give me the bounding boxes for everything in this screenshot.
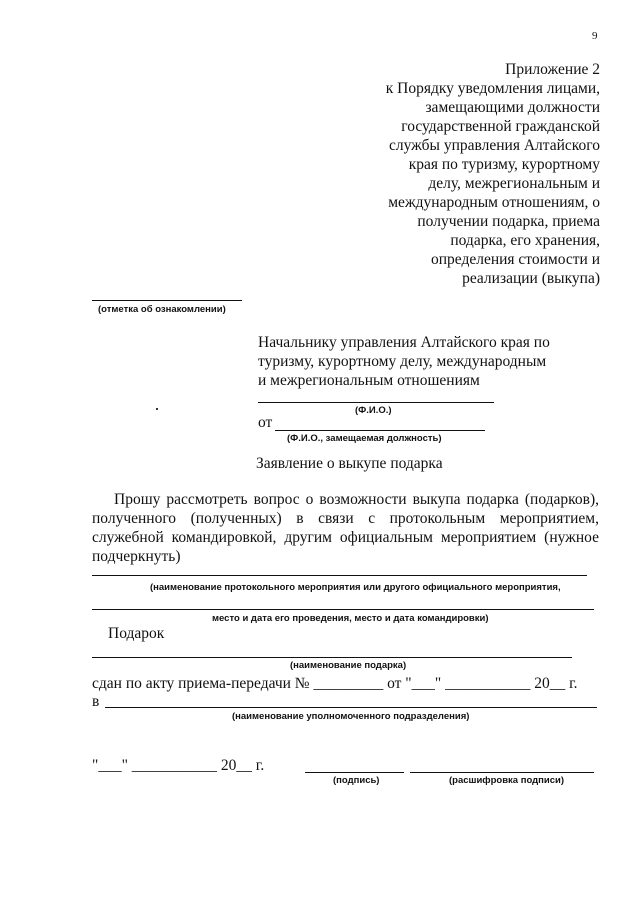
appendix-line: реализации (выкупа) <box>462 270 600 287</box>
appendix-line: края по туризму, курортному <box>408 156 600 173</box>
appendix-line: международным отношениям, о <box>388 194 600 211</box>
appendix-line: Приложение 2 <box>505 61 600 78</box>
addressee-line: Начальнику управления Алтайского края по <box>258 334 550 351</box>
acknowledgement-line <box>92 300 242 301</box>
dot-mark <box>156 408 158 410</box>
appendix-line: замещающими должности <box>425 99 600 116</box>
page-number: 9 <box>592 30 598 42</box>
event-line-1 <box>92 575 587 576</box>
transfer-text: сдан по акту приема-передачи № _________ от "___" ___________ 20__ г. <box>92 675 578 692</box>
addressee-line: и межрегиональным отношениям <box>258 372 480 389</box>
request-text: Прошу рассмотреть вопрос о возможности выкупа подарка (подарков), полученного (полученных) в связи с протокольным мероприятием, служебной командировкой, другим официальным мероприятием (нужное подчеркнуть) <box>92 491 599 565</box>
event-caption-2: место и дата его проведения, место и дата командировки) <box>212 613 489 624</box>
appendix-line: службы управления Алтайского <box>389 137 600 154</box>
unit-line <box>105 707 597 708</box>
appendix-header <box>360 60 600 288</box>
addressee-block <box>258 333 550 390</box>
appendix-line: подарка, его хранения, <box>450 232 600 249</box>
appendix-line: определения стоимости и <box>430 251 600 268</box>
signature-caption: (подпись) <box>333 775 380 786</box>
from-caption: (Ф.И.О., замещаемая должность) <box>287 433 442 444</box>
acknowledgement-caption: (отметка об ознакомлении) <box>98 304 226 315</box>
fio-line <box>258 402 494 403</box>
gift-caption: (наименование подарка) <box>290 660 407 671</box>
decoding-caption: (расшифровка подписи) <box>449 775 565 786</box>
event-caption-1: (наименование протокольного мероприятия или другого официального мероприятия, <box>150 582 561 593</box>
fio-caption: (Ф.И.О.) <box>355 405 392 416</box>
appendix-line: к Порядку уведомления лицами, <box>385 80 600 97</box>
appendix-line: государственной гражданской <box>401 118 600 135</box>
date-text: "___" ___________ 20__ г. <box>92 757 265 774</box>
appendix-line: делу, межрегиональным и <box>428 175 600 192</box>
signature-line <box>305 772 404 773</box>
from-line <box>275 430 485 431</box>
to-label: в <box>92 693 100 710</box>
appendix-line: получении подарка, приема <box>417 213 600 230</box>
from-label: от <box>258 414 273 431</box>
document-title: Заявление о выкупе подарка <box>256 455 443 472</box>
decoding-line <box>410 772 594 773</box>
event-line-2 <box>92 609 594 610</box>
request-paragraph <box>92 490 599 566</box>
unit-caption: (наименование уполномоченного подразделения) <box>232 711 470 722</box>
gift-line <box>92 657 572 658</box>
addressee-line: туризму, курортному делу, международным <box>258 353 547 370</box>
gift-label: Подарок <box>108 625 165 642</box>
